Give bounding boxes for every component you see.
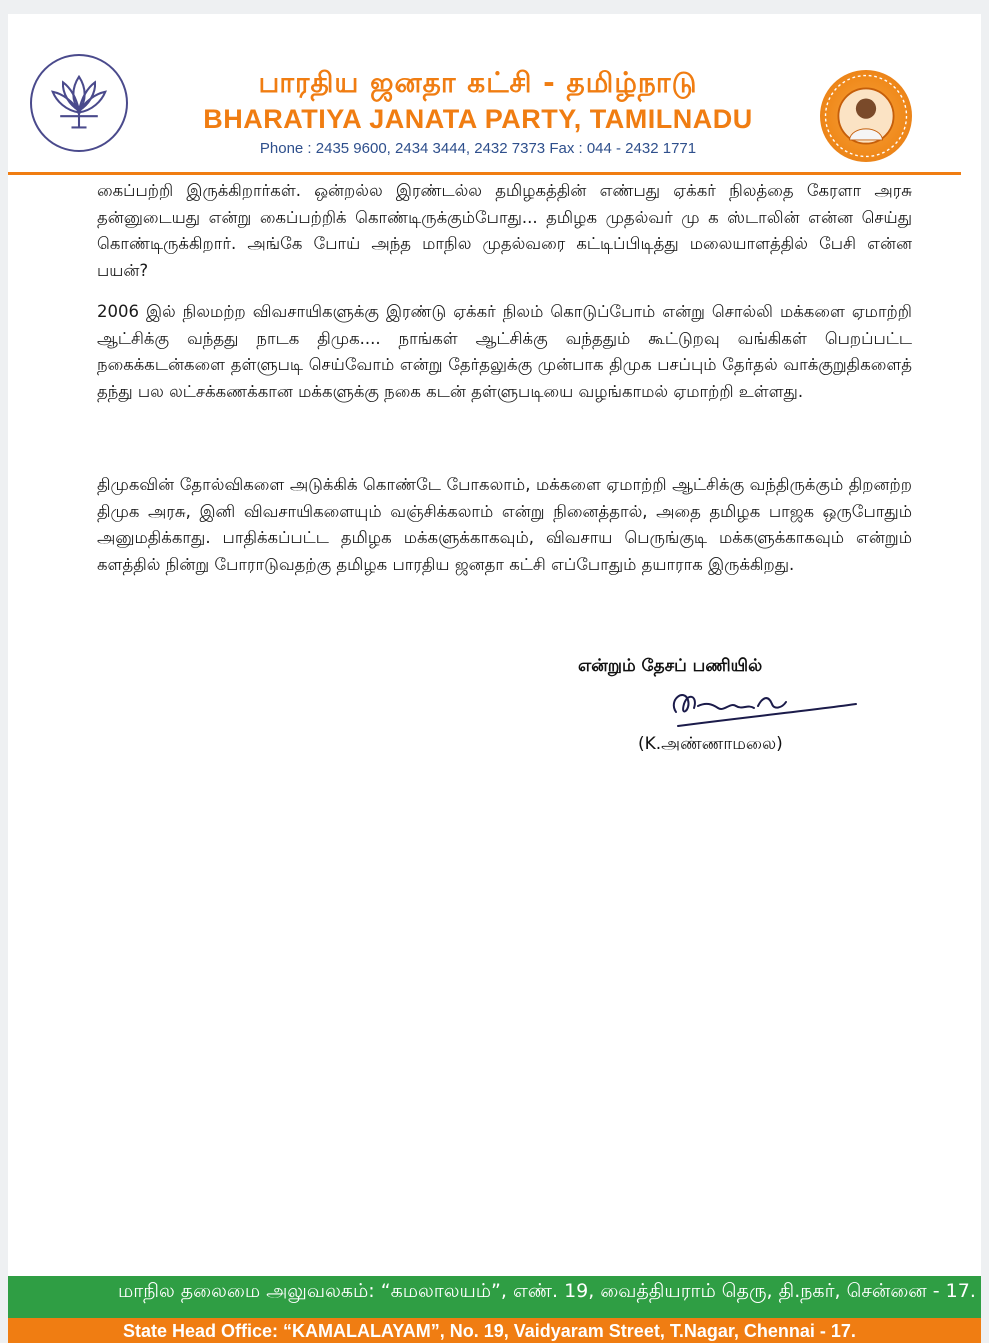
portrait-seal-icon	[820, 70, 912, 162]
closing-salutation: என்றும் தேசப் பணியில்	[578, 656, 763, 676]
signatory-name: (K.அண்ணாமலை)	[638, 734, 783, 754]
footer-address-tamil: மாநில தலைமை அலுவலகம்: “கமலாலயம்”, எண். 19, வைத்தியராம் தெரு, தி.நகர், சென்னை - 17.	[118, 1280, 976, 1302]
letter-page	[8, 14, 981, 1343]
body-paragraph-1: கைப்பற்றி இருக்கிறார்கள். ஒன்றல்ல இரண்டல்ல தமிழகத்தின் எண்பது ஏக்கர் நிலத்தை கேரளா அரசு தன்னுடையது என்று கைப்பற்றிக் கொண்டிருக்கும்போது... தமிழக முதல்வர் மு க ஸ்டாலின் என்ன செய்து கொண்டிருக்கிறார். அங்கே போய் அந்த மாநில முதல்வரை கட்டிப்பிடித்து மலையாளத்தில் பேசி என்ன பயன்?	[97, 181, 912, 280]
party-title-english: BHARATIYA JANATA PARTY, TAMILNADU	[203, 104, 753, 134]
body-paragraph-2: 2006 இல் நிலமற்ற விவசாயிகளுக்கு இரண்டு ஏக்கர் நிலம் கொடுப்போம் என்று சொல்லி மக்களை ஏமாற்றி ஆட்சிக்கு வந்தது நாடக திமுக.... நாங்கள் ஆட்சிக்கு வந்ததும் கூட்டுறவு வங்கிகள் பெறப்பட்ட நகைக்கடன்களை தள்ளுபடி செய்வோம் என்று தேர்தலுக்கு முன்பாக திமுக பசப்பும் தேர்தல் வாக்குறுதிகளைத் தந்து பல லட்சக்கணக்கான மக்களுக்கு நகை கடன் தள்ளுபடியை வழங்காமல் ஏமாற்றி உள்ளது.	[97, 302, 912, 401]
contact-phone-line: Phone : 2435 9600, 2434 3444, 2432 7373 Fax : 044 - 2432 1771	[259, 140, 697, 157]
header-divider	[8, 172, 961, 175]
footer-address-english: State Head Office: “KAMALALAYAM”, No. 19, Vaidyaram Street, T.Nagar, Chennai - 17.	[123, 1321, 856, 1341]
body-paragraph-3: திமுகவின் தோல்விகளை அடுக்கிக் கொண்டே போகலாம், மக்களை ஏமாற்றி ஆட்சிக்கு வந்திருக்கும் திறனற்ற திமுக அரசு, இனி விவசாயிகளையும் வஞ்சிக்கலாம் என்று நினைத்தால், அதை தமிழக பாஜக ஒருபோதும் அனுமதிக்காது. பாதிக்கப்பட்ட தமிழக மக்களுக்காகவும், விவசாய பெருங்குடி மக்களுக்காகவும் என்றும் களத்தில் நின்று போராடுவதற்கு தமிழக பாரதிய ஜனதா கட்சி எப்போதும் தயாராக இருக்கிறது.	[97, 475, 912, 574]
party-title-tamil: பாரதிய ஜனதா கட்சி - தமிழ்நாடு	[258, 66, 698, 99]
lotus-icon	[30, 54, 128, 152]
signature-mark	[658, 682, 858, 732]
